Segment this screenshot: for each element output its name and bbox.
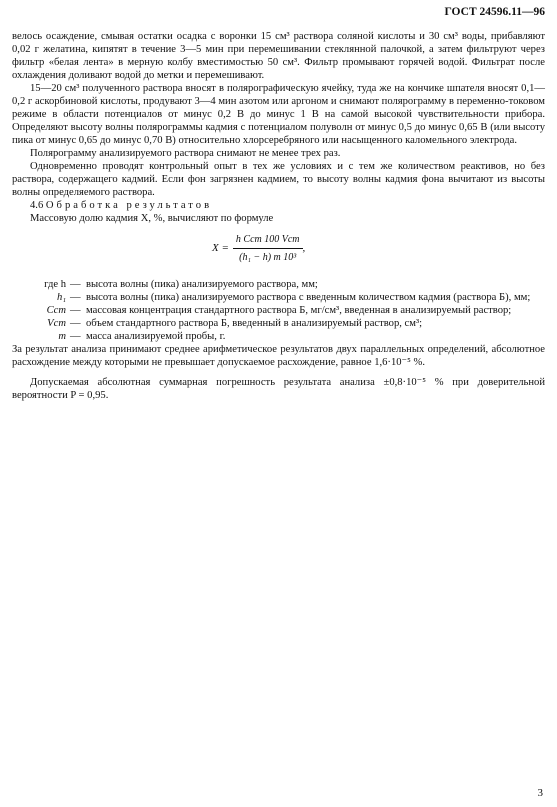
paragraph-control: Одновременно проводят контрольный опыт в тех же условиях и с тем же количеством реактивов, но без раствора, содержащего кадмий. Если фон загрязнен кадмием, то высоту волны кадмия фона вычитают из высоты волны определяемого раствора. xyxy=(12,161,545,198)
definition-row: где h — высота волны (пика) анализируемого раствора, мм; xyxy=(12,278,545,291)
formula-fraction xyxy=(233,233,303,264)
paragraph-result: За результат анализа принимают среднее арифметическое результатов двух параллельных определений, абсолютное расхождение между которыми не превышает допускаемое расхождение, равное 1,6·10⁻⁵ %. xyxy=(12,344,545,368)
formula xyxy=(212,233,545,264)
formula-denominator: (h₁ − h) m 10³ xyxy=(239,252,297,263)
definition-desc: высота волны (пика) анализируемого раствора с введенным количеством кадмия (раствора Б), мм; xyxy=(86,292,531,303)
definition-row: Vст — объем стандартного раствора Б, введенный в анализируемый раствор, см³; xyxy=(12,317,545,330)
definition-desc: массовая концентрация стандартного раствора Б, мг/см³, введенная в анализируемый раствор; xyxy=(86,305,512,316)
page-number: 3 xyxy=(537,787,543,799)
section-title: Обработка результатов xyxy=(45,200,213,211)
definition-symbol: где h xyxy=(44,279,66,290)
definition-desc: объем стандартного раствора Б, введенный в анализируемый раствор, см³; xyxy=(86,318,423,329)
definition-desc: масса анализируемой пробы, г. xyxy=(86,331,226,342)
paragraph-repeat: Полярограмму анализируемого раствора снимают не менее трех раз. xyxy=(30,148,341,159)
section-number: 4.6 xyxy=(30,200,44,211)
formula-trail: , xyxy=(302,242,306,254)
paragraph-polarography: 15—20 см³ полученного раствора вносят в полярографическую ячейку, туда же на кончике шпателя вносят 0,1—0,2 г аскорбиновой кислоты, продувают 3—4 мин азотом или аргоном и снимают полярограмму в переменно-токовом режиме в области потенциалов от минус 0,2 В до минус 1 В на самой высокой чувствительности прибора. Определяют высоту волны полярограммы кадмия с потенциалом полуволн от минус 0,5 до минус 0,65 В (или высоту пика от минус 0,65 до минус 0,70 В) относительно хлорсеребряного или насыщенного каломельного электрода. xyxy=(12,83,545,146)
definition-symbol: m xyxy=(58,331,66,342)
definition-symbol: Cст xyxy=(46,305,66,316)
formula-numerator: h Cст 100 Vст xyxy=(233,233,303,249)
paragraph-error: Допускаемая абсолютная суммарная погрешность результата анализа ±0,8·10⁻⁵ % при доверительной вероятности P = 0,95. xyxy=(12,377,545,401)
section-heading xyxy=(12,199,545,212)
formula-lhs: X = xyxy=(212,242,229,254)
definition-row: m — масса анализируемой пробы, г. xyxy=(12,330,545,343)
body-text xyxy=(12,30,545,402)
definition-desc: высота волны (пика) анализируемого раствора, мм; xyxy=(86,279,318,290)
definition-row: Cст — массовая концентрация стандартного раствора Б, мг/см³, введенная в анализируемый раствор; xyxy=(12,304,545,317)
definitions-list xyxy=(12,278,545,343)
paragraph-filtration: велось осаждение, смывая остатки осадка с воронки 15 см³ раствора соляной кислоты и 30 см³ воды, прибавляют 0,02 г желатина, кипятят в течение 3—5 мин при перемешивании стеклянной палочкой, а затем фильтруют через фильтр «белая лента» в мерную колбу вместимостью 50 см³. Фильтр промывают горячей водой. Фильтрат после охлаждения доливают водой до метки и перемешивают. xyxy=(12,31,545,81)
definition-symbol: Vст xyxy=(47,318,66,329)
definition-symbol: h₁ xyxy=(57,292,66,303)
definition-row: h₁ — высота волны (пика) анализируемого раствора с введенным количеством кадмия (раствора Б), мм; xyxy=(12,291,545,304)
paragraph-formula-intro: Массовую долю кадмия X, %, вычисляют по формуле xyxy=(30,213,274,224)
standard-header: ГОСТ 24596.11—96 xyxy=(444,6,545,18)
